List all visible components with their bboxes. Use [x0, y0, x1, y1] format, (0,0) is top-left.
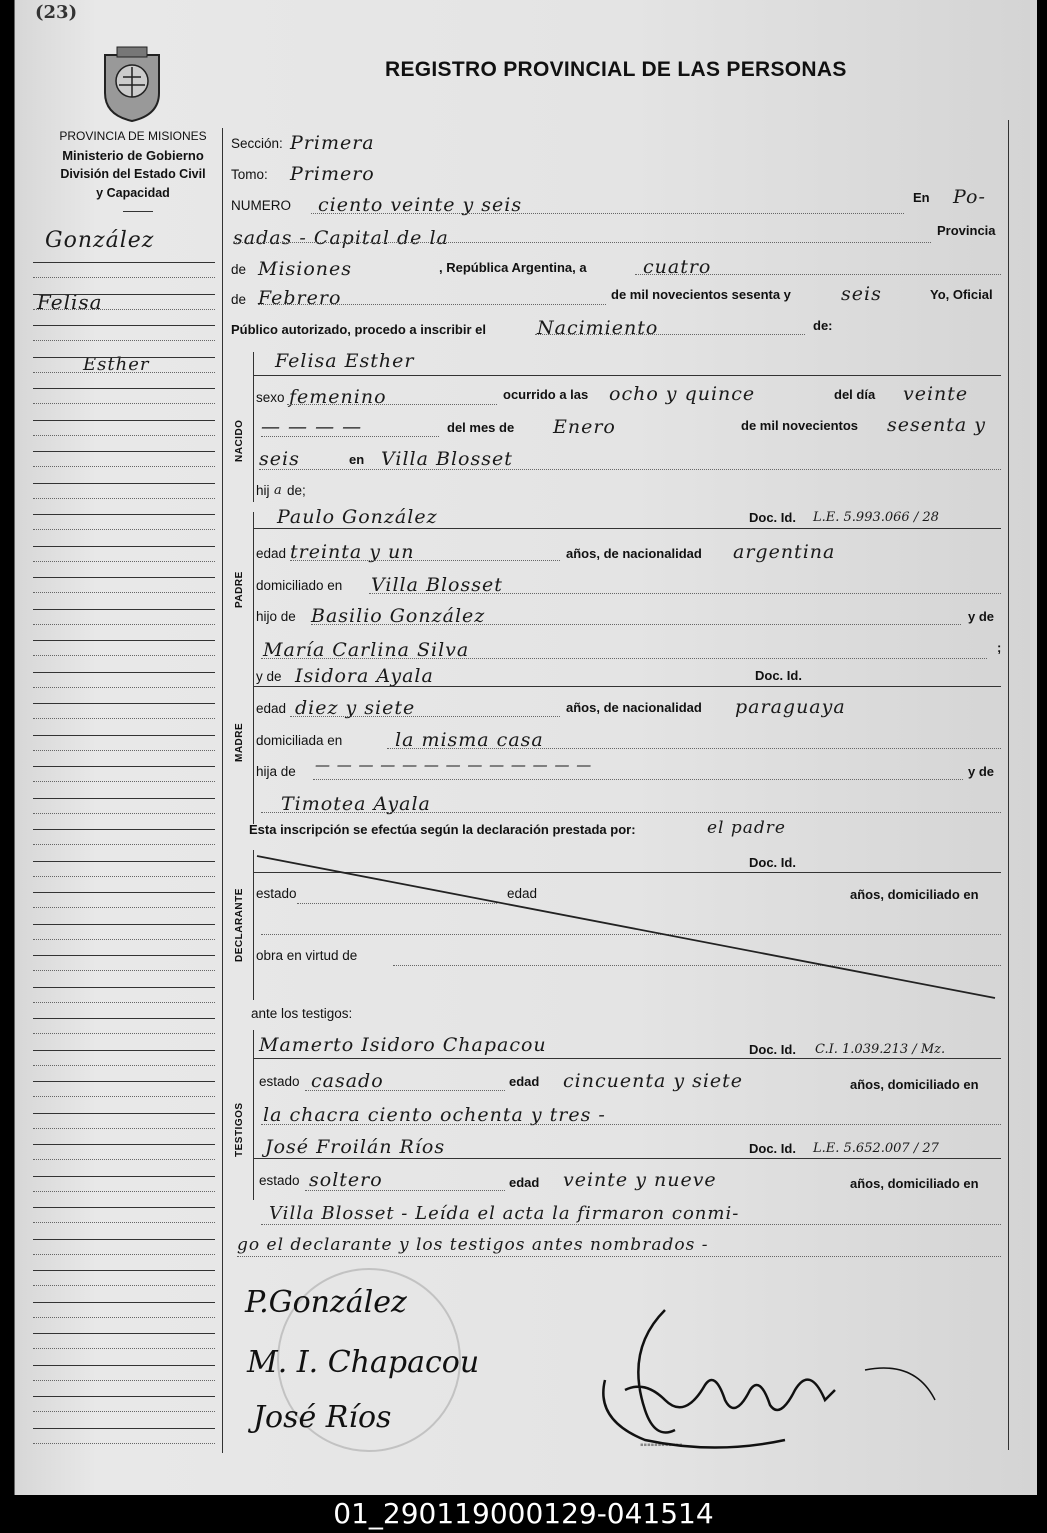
rule-madre-dom [387, 748, 1001, 749]
margin-rule-dotted [33, 340, 215, 341]
rule-numero [311, 213, 904, 214]
side-label-declarante: DECLARANTE [234, 888, 245, 962]
margin-rule-line [33, 388, 215, 389]
label-t2-edad: edad [509, 1175, 540, 1190]
officer-signature-icon [585, 1290, 945, 1460]
value-dia-nac-a: veinte [903, 383, 969, 405]
label-padre-anios: años, de nacionalidad [566, 546, 702, 561]
value-mes-nac: Enero [553, 416, 616, 438]
margin-rule-line [33, 861, 215, 862]
value-nacido-nombre: Felisa Esther [275, 350, 415, 372]
margin-rule-dotted [33, 1380, 215, 1381]
margin-rule-dotted [33, 498, 215, 499]
label-numero: NUMERO [231, 198, 291, 213]
value-madre-nombre: Isidora Ayala [295, 665, 434, 687]
label-madre-hija-de: hija de [256, 764, 296, 779]
margin-rule-dotted [33, 561, 215, 562]
margin-rule-dotted [33, 781, 215, 782]
margin-rule-line [33, 955, 215, 956]
rule-dia-nac [261, 436, 439, 437]
margin-rule-dotted [33, 435, 215, 436]
margin-rule-line [33, 798, 215, 799]
label-t1-estado: estado [259, 1074, 300, 1089]
value-t1-nombre: Mamerto Isidoro Chapacou [259, 1034, 547, 1056]
value-padre-nombre: Paulo González [277, 506, 438, 528]
rule-padre-nombre [253, 528, 1001, 529]
margin-rule-line [33, 703, 215, 704]
value-en-a: Po- [953, 186, 986, 208]
value-numero: ciento veinte y seis [318, 194, 523, 216]
margin-rule-line [33, 325, 215, 326]
label-madre-anios: años, de nacionalidad [566, 700, 702, 715]
value-t2-nombre: José Froilán Ríos [265, 1136, 446, 1158]
margin-rule-line [33, 1207, 215, 1208]
label-padre-dom: domiciliado en [256, 578, 343, 593]
label-t2-anios: años, domiciliado en [850, 1176, 979, 1191]
margin-rule-line [33, 735, 215, 736]
margin-rule-line [33, 1144, 215, 1145]
rule-madre-hija-de-b [261, 812, 1001, 813]
value-padre-hijo-de-a: Basilio González [311, 605, 486, 627]
label-de-semicolon: de; [287, 483, 306, 498]
value-seccion: Primera [290, 132, 375, 154]
rule-acto [535, 334, 805, 335]
label-publico: Público autorizado, procedo a inscribir el [231, 322, 486, 337]
label-t1-anios: años, domiciliado en [850, 1077, 979, 1092]
margin-rule-line [33, 420, 215, 421]
value-madre-nac: paraguaya [735, 696, 846, 718]
rule-mes [258, 304, 606, 305]
left-column-rule [222, 128, 223, 1453]
label-t2-doc: Doc. Id. [749, 1141, 796, 1156]
margin-rule-line [33, 609, 215, 610]
margin-rule-line [33, 1239, 215, 1240]
margin-rule-line [33, 294, 215, 295]
signature-gonzalez: P.González [245, 1285, 407, 1320]
rule-cierre-a [261, 1224, 1001, 1225]
right-column-rule [1008, 120, 1009, 1450]
margin-rule-line [33, 577, 215, 578]
value-anio: seis [841, 283, 882, 305]
margin-rule-line [33, 1396, 215, 1397]
value-padre-edad: treinta y un [290, 541, 415, 563]
margin-rule-dotted [33, 624, 215, 625]
value-madre-hija-de-b: Timotea Ayala [281, 793, 431, 815]
margin-rule-line [33, 672, 215, 673]
corner-mark: (23) [35, 2, 78, 23]
margin-nombre2: Esther [83, 354, 150, 375]
margin-rule-dotted [33, 1285, 215, 1286]
label-padre-doc: Doc. Id. [749, 510, 796, 525]
document-title: REGISTRO PROVINCIAL DE LAS PERSONAS [385, 58, 847, 81]
margin-rule-dotted [33, 750, 215, 751]
margin-rule-line [33, 924, 215, 925]
value-t1-doc: C.I. 1.039.213 / Mz. [815, 1042, 946, 1057]
margin-rule-dotted [33, 1348, 215, 1349]
value-t2-doc: L.E. 5.652.007 / 27 [813, 1141, 939, 1156]
margin-rule-dotted [33, 687, 215, 688]
rule-nacido-nombre [253, 375, 1001, 376]
rule-t2-nombre [253, 1158, 1001, 1159]
margin-rule-dotted [33, 1096, 215, 1097]
value-padre-doc: L.E. 5.993.066 / 28 [813, 510, 939, 525]
label-madre-y-de: y de [968, 764, 995, 779]
margin-rule-dotted [33, 1002, 215, 1003]
provincial-seal-icon [97, 45, 167, 123]
label-semicolon: ; [997, 640, 1002, 655]
margin-rule-dotted [33, 718, 215, 719]
value-padre-nac: argentina [733, 541, 836, 563]
margin-rule-dotted [33, 1159, 215, 1160]
value-padre-dom: Villa Blosset [371, 574, 503, 596]
value-t2-estado: soltero [309, 1169, 383, 1191]
agency-line-2: Ministerio de Gobierno [62, 148, 204, 163]
label-sexo: sexo [256, 390, 285, 405]
label-declarante-doc: Doc. Id. [749, 855, 796, 870]
label-seccion: Sección: [231, 136, 283, 151]
margin-rule-line [33, 892, 215, 893]
label-declarante-anios: años, domiciliado en [850, 887, 979, 902]
value-dia: cuatro [643, 256, 712, 278]
rule-provincia [233, 242, 931, 243]
value-lugar: Villa Blosset [381, 448, 513, 470]
margin-rule-dotted [33, 876, 215, 877]
value-declarante: el padre [707, 818, 786, 838]
margin-rule-dotted [33, 309, 215, 310]
label-declarante-estado: estado [256, 886, 297, 901]
margin-rule-dotted [33, 1411, 215, 1412]
rule-padre-edad [290, 560, 560, 561]
margin-rule-line [33, 987, 215, 988]
label-padre-y-de: y de [968, 609, 995, 624]
label-del-dia: del día [834, 387, 876, 402]
margin-rule-line [33, 1333, 215, 1334]
label-hij: hij [256, 483, 270, 498]
padre-bracket [253, 512, 254, 664]
margin-rule-dotted [33, 1317, 215, 1318]
label-madre-doc: Doc. Id. [755, 668, 802, 683]
margin-rule-dotted [33, 907, 215, 908]
rule-padre-hijo-de-b [261, 658, 987, 659]
side-label-testigos: TESTIGOS [234, 1102, 245, 1157]
label-de-1: de [231, 262, 247, 277]
margin-rule-line [33, 1270, 215, 1271]
margin-rule-dotted [33, 529, 215, 530]
margin-rule-dotted [33, 1065, 215, 1066]
value-madre-hija-de-a: — — — — — — — — — — — — — [315, 756, 593, 774]
label-yo-oficial: Yo, Oficial [930, 287, 993, 302]
margin-rule-dotted [33, 1191, 215, 1192]
margin-rule-dotted [33, 277, 215, 278]
margin-rule-dotted [33, 970, 215, 971]
rule-dia [635, 274, 1001, 275]
official-stamp-text-icon: ▪▪▪▪▪▪▪▪▪▪▪▪ [640, 1440, 683, 1451]
value-sexo: femenino [289, 386, 387, 408]
value-t1-estado: casado [311, 1070, 384, 1092]
label-mil-nov-sesenta: de mil novecientos sesenta y [611, 287, 791, 302]
value-t1-edad: cincuenta y siete [563, 1070, 744, 1092]
margin-rule-dotted [33, 939, 215, 940]
rule-madre-hija-de [313, 779, 963, 780]
side-label-nacido: NACIDO [234, 419, 245, 462]
value-cierre-a: Villa Blosset - Leída el acta la firmaron conmi- [269, 1203, 740, 1224]
label-ante-testigos: ante los testigos: [251, 1006, 353, 1021]
margin-rule-line [33, 451, 215, 452]
margin-rule-dotted [33, 403, 215, 404]
value-hij-suffix: a [274, 483, 282, 498]
rule-madre-edad [290, 716, 560, 717]
label-del-mes: del mes de [447, 420, 515, 435]
agency-line-1: PROVINCIA DE MISIONES [59, 129, 207, 143]
label-republica: , República Argentina, a [439, 260, 587, 275]
label-t1-doc: Doc. Id. [749, 1042, 796, 1057]
label-ocurrido: ocurrido a las [503, 387, 589, 402]
margin-nombre1: Felisa [37, 290, 103, 314]
label-de-colon: de: [813, 318, 833, 333]
label-obra: obra en virtud de [256, 948, 358, 963]
margin-rule-dotted [33, 1443, 215, 1444]
margin-rule-line [33, 546, 215, 547]
margin-rule-line [33, 1018, 215, 1019]
margin-rule-dotted [33, 813, 215, 814]
value-t2-edad: veinte y nueve [563, 1169, 717, 1191]
value-t1-dom: la chacra ciento ochenta y tres - [263, 1104, 606, 1126]
value-hora: ocho y quince [609, 383, 756, 405]
margin-rule-line [33, 1176, 215, 1177]
value-anio-nac-a: sesenta y [887, 414, 986, 436]
margin-rule-dotted [33, 372, 215, 373]
madre-bracket [253, 664, 254, 824]
margin-rule-dotted [33, 466, 215, 467]
value-dia-nac-b: — — — — [261, 416, 363, 438]
rule-padre-hijo-de [311, 624, 961, 625]
margin-rule-line [33, 1302, 215, 1303]
value-en-b: sadas - Capital de la [233, 227, 449, 249]
margin-rule-line [33, 640, 215, 641]
rule-t2-estado [305, 1190, 505, 1191]
agency-line-4: y Capacidad [96, 186, 170, 200]
margin-rule-line [33, 1365, 215, 1366]
testigos-bracket [253, 1030, 254, 1200]
value-provincia: Misiones [258, 258, 353, 280]
cancel-diagonal-line [253, 850, 1005, 1002]
rule-madre-nombre [253, 686, 1001, 687]
margin-rule-line [33, 483, 215, 484]
agency-divider [123, 211, 153, 212]
margin-rule-dotted [33, 1254, 215, 1255]
rule-t1-estado [305, 1090, 505, 1091]
image-code-footer: 01_290119000129-041514 [0, 1495, 1047, 1533]
label-en-lower: en [349, 452, 365, 467]
label-provincia: Provincia [937, 223, 996, 238]
margin-rule-dotted [33, 1222, 215, 1223]
label-tomo: Tomo: [231, 167, 268, 182]
label-madre-dom: domiciliada en [256, 733, 343, 748]
margin-rule-dotted [33, 1033, 215, 1034]
label-padre-edad: edad [256, 546, 287, 561]
margin-rule-line [33, 1428, 215, 1429]
rule-t1-nombre [253, 1058, 1001, 1059]
margin-rule-line [33, 1050, 215, 1051]
rule-t1-dom [261, 1124, 1001, 1125]
margin-rule-dotted [33, 844, 215, 845]
value-padre-hijo-de-b: María Carlina Silva [263, 639, 470, 661]
label-madre-edad: edad [256, 701, 287, 716]
margin-rule-line [33, 1081, 215, 1082]
label-t1-edad: edad [509, 1074, 540, 1089]
value-anio-nac-b: seis [259, 448, 300, 470]
margin-rule-dotted [33, 592, 215, 593]
margin-rule-line [33, 1113, 215, 1114]
label-en: En [913, 190, 930, 205]
label-padre-hijo-de: hijo de [256, 609, 296, 624]
value-madre-edad: diez y siete [295, 697, 416, 719]
side-label-madre: MADRE [234, 722, 245, 762]
value-mes: Febrero [258, 287, 342, 309]
margin-rule-line [33, 766, 215, 767]
signature-rios: José Ríos [253, 1400, 392, 1435]
rule-lugar [259, 469, 1001, 470]
value-cierre-b: go el declarante y los testigos antes nombrados - [237, 1235, 709, 1255]
margin-rule-line [33, 262, 215, 263]
label-t2-estado: estado [259, 1173, 300, 1188]
margin-apellido: González [45, 228, 155, 253]
document-page [14, 0, 1037, 1495]
side-label-padre: PADRE [234, 571, 245, 608]
margin-rule-line [33, 357, 215, 358]
value-madre-dom: la misma casa [395, 729, 544, 751]
margin-rule-line [33, 514, 215, 515]
rule-padre-dom [369, 593, 1001, 594]
signature-chapacou: M. I. Chapacou [247, 1345, 480, 1380]
margin-rule-dotted [33, 1128, 215, 1129]
value-tomo: Primero [290, 163, 375, 185]
margin-rule-line [33, 829, 215, 830]
value-acto: Nacimiento [537, 317, 659, 339]
label-de-2: de [231, 292, 247, 307]
label-y-de-madre: y de [256, 669, 282, 684]
rule-sexo [287, 404, 497, 405]
margin-rule-dotted [33, 655, 215, 656]
label-declarante-edad: edad [507, 886, 538, 901]
agency-block [33, 127, 233, 203]
rule-cierre-b [237, 1256, 1001, 1257]
label-declaracion: Esta inscripción se efectúa según la declaración prestada por: [249, 822, 636, 837]
agency-line-3: División del Estado Civil [60, 167, 206, 181]
label-de-mil-nov: de mil novecientos [741, 418, 859, 433]
